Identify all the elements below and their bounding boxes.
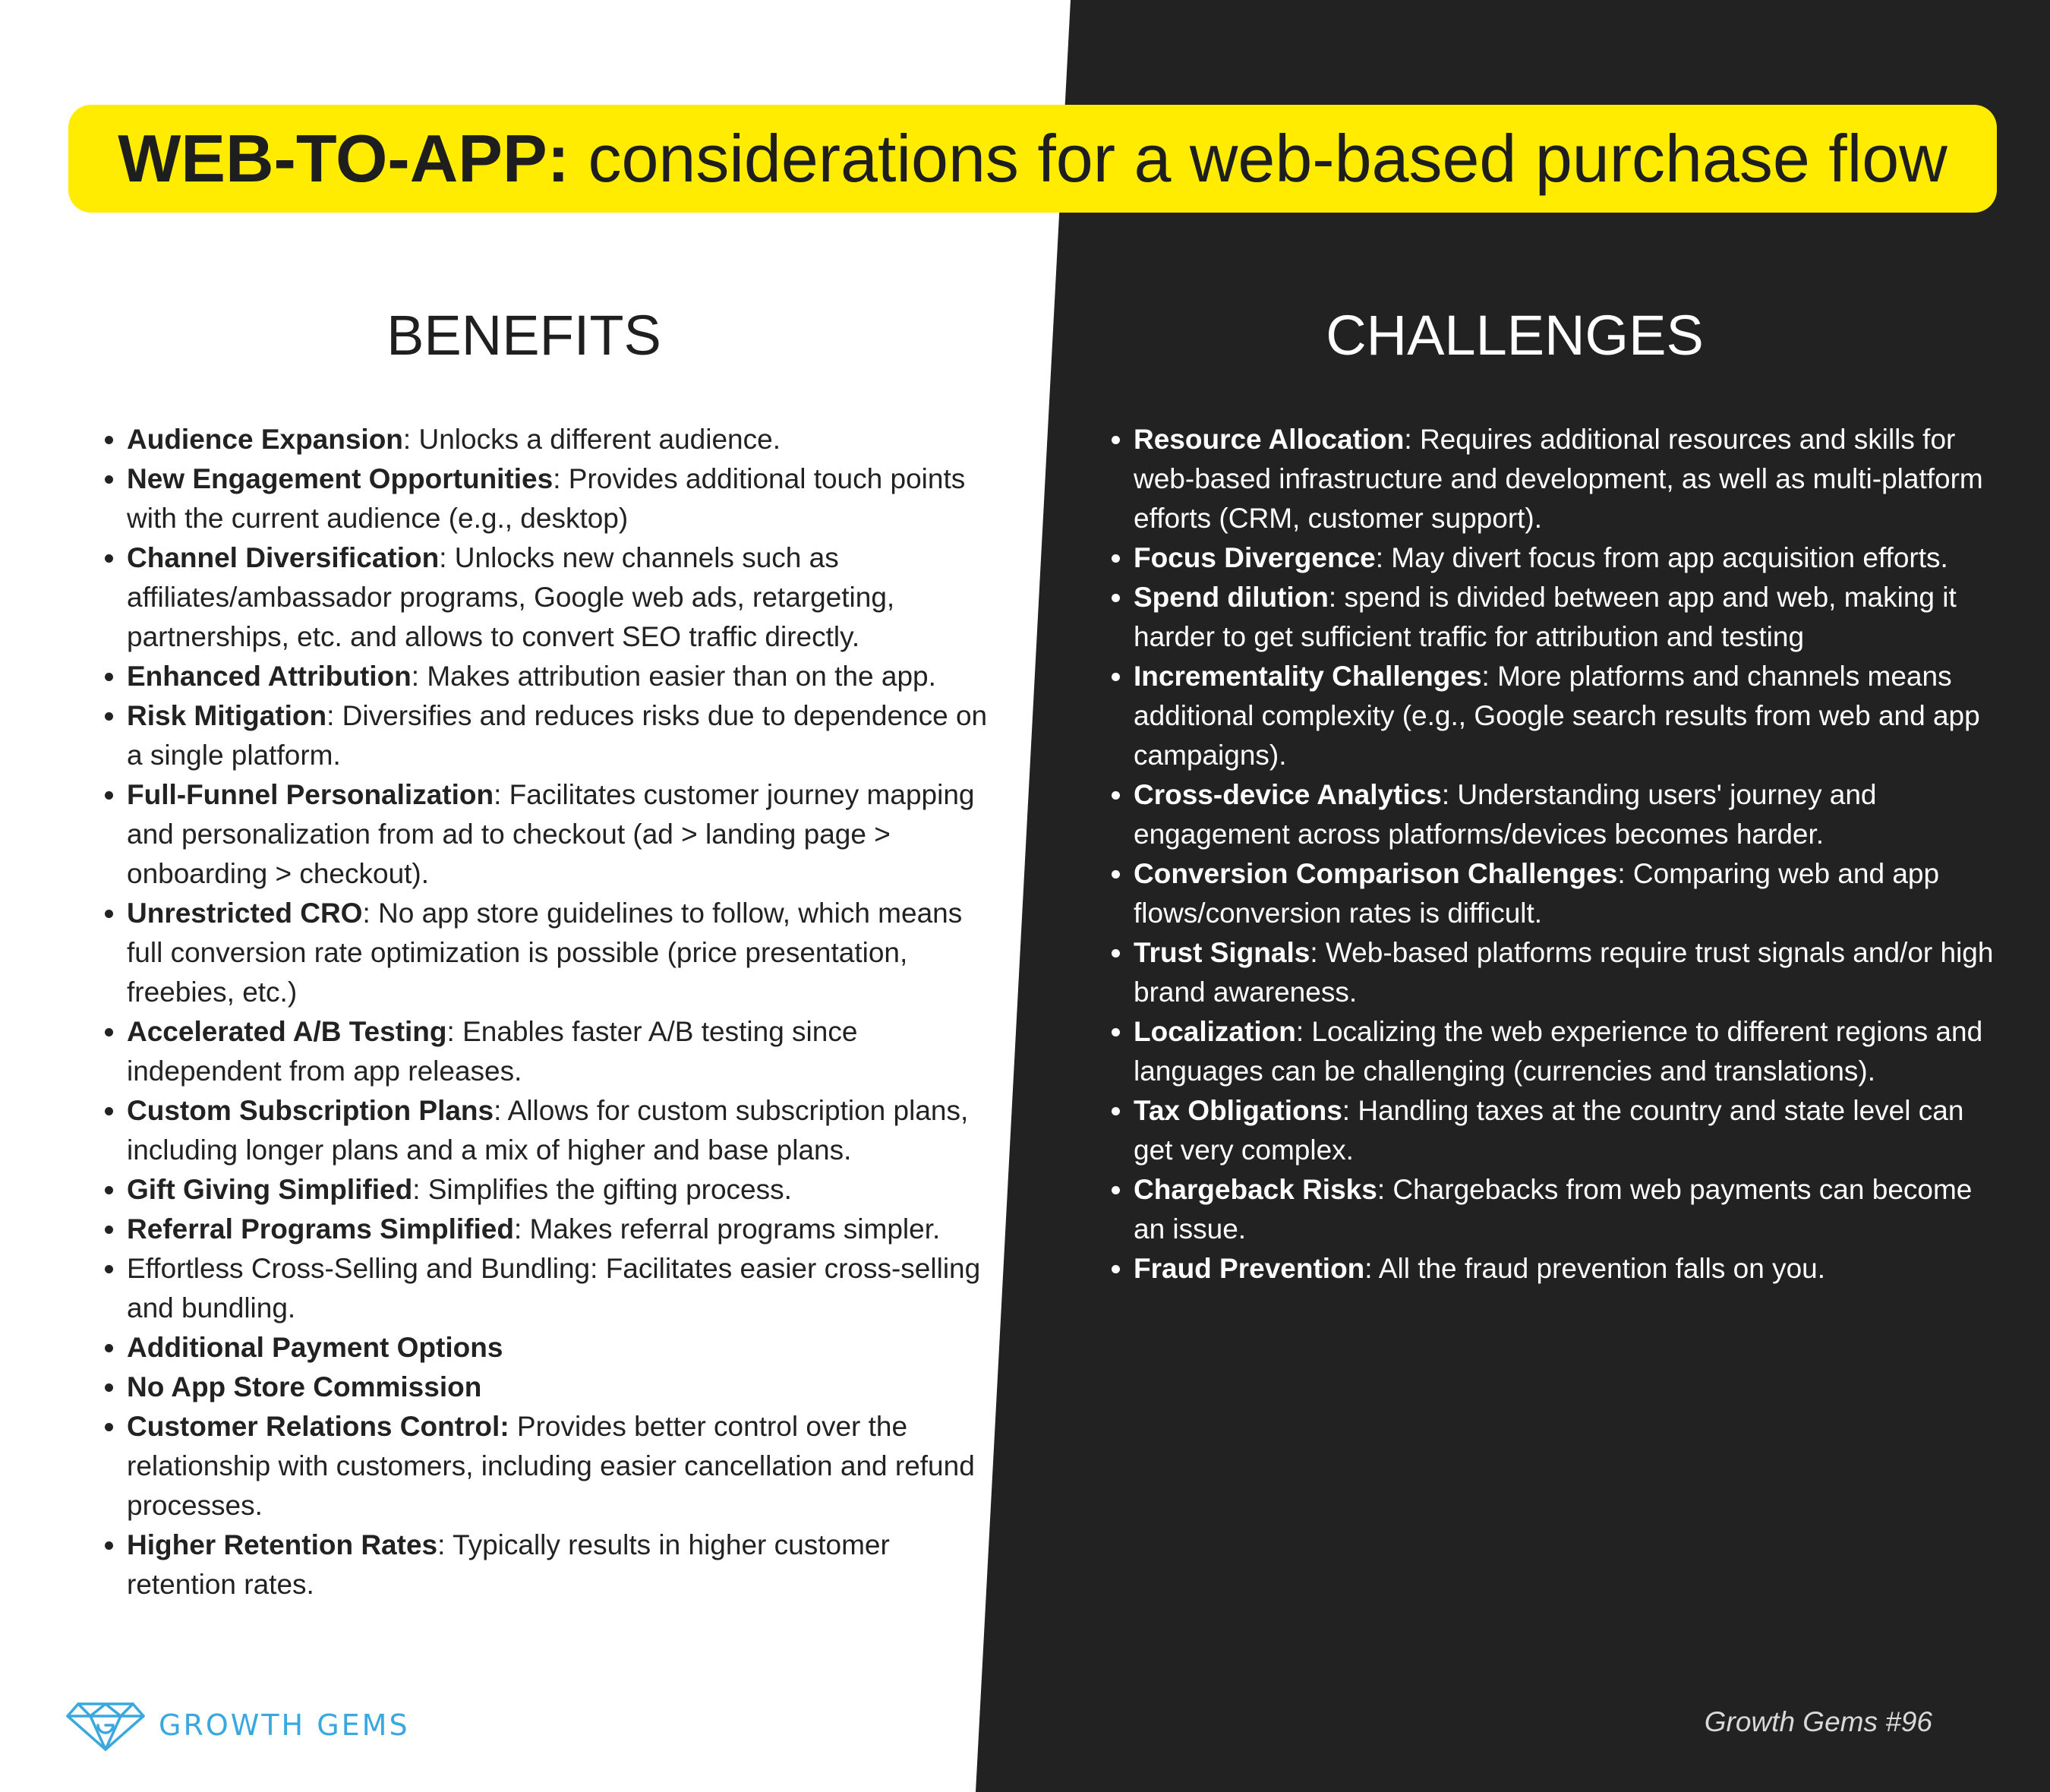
- challenge-term: Chargeback Risks: [1134, 1174, 1377, 1205]
- challenge-term: Cross-device Analytics: [1134, 779, 1442, 810]
- benefit-term: Custom Subscription Plans: [127, 1095, 494, 1126]
- benefit-term: Higher Retention Rates: [127, 1529, 438, 1560]
- benefit-term: Enhanced Attribution: [127, 661, 412, 692]
- brand-name: GROWTH GEMS: [159, 1708, 410, 1742]
- benefit-description: : No app store guidelines to follow, which means full conversion rate optimization is possible (price presentation, freebies, etc.): [127, 898, 963, 1008]
- challenge-item: [1134, 538, 1995, 578]
- benefit-term: Audience Expansion: [127, 424, 403, 455]
- challenges-list: [1106, 420, 1995, 1289]
- benefit-description: : Makes attribution easier than on the app.: [411, 661, 936, 692]
- challenge-description: : Requires additional resources and skills for web-based infrastructure and development, as well as multi-platform efforts (CRM, customer support).: [1134, 424, 1983, 534]
- challenge-item: [1134, 933, 1995, 1012]
- benefits-list: [99, 420, 996, 1604]
- benefit-description: : Typically results in higher customer retention rates.: [127, 1529, 890, 1600]
- benefit-item: [127, 1368, 996, 1407]
- benefit-term: Full-Funnel Personalization: [127, 779, 494, 810]
- benefit-item: [127, 696, 996, 775]
- challenge-term: Incrementality Challenges: [1134, 661, 1482, 692]
- challenge-item: [1134, 1012, 1995, 1091]
- challenge-item: [1134, 854, 1995, 933]
- benefit-description: : Makes referral programs simpler.: [513, 1213, 941, 1245]
- challenge-term: Spend dilution: [1134, 582, 1329, 613]
- challenge-term: Trust Signals: [1134, 937, 1310, 968]
- benefit-term: No App Store Commission: [127, 1371, 482, 1402]
- challenge-description: : spend is divided between app and web, making it harder to get sufficient traffic for attribution and testing: [1134, 582, 1957, 652]
- benefit-term: Unrestricted CRO: [127, 898, 363, 929]
- benefit-item: [127, 1249, 996, 1328]
- benefit-term: Risk Mitigation: [127, 700, 327, 731]
- challenge-term: Focus Divergence: [1134, 542, 1376, 573]
- challenge-description: : Chargebacks from web payments can become an issue.: [1134, 1174, 1973, 1245]
- benefit-term: Customer Relations Control:: [127, 1411, 509, 1442]
- challenge-description: : Understanding users' journey and engagement across platforms/devices becomes harder.: [1134, 779, 1877, 850]
- diamond-icon: [65, 1698, 147, 1753]
- challenge-description: : Web-based platforms require trust signals and/or high brand awareness.: [1134, 937, 1994, 1008]
- challenge-description: : Localizing the web experience to different regions and languages can be challenging (currencies and translations).: [1134, 1016, 1983, 1087]
- title-text: considerations for a web-based purchase flow: [588, 121, 1948, 196]
- title-banner: [68, 105, 1997, 213]
- challenge-term: Conversion Comparison Challenges: [1134, 858, 1618, 889]
- benefit-item: [127, 1407, 996, 1525]
- brand-logo: [65, 1698, 410, 1753]
- challenge-item: [1134, 1170, 1995, 1249]
- benefit-term: Gift Giving Simplified: [127, 1174, 413, 1205]
- title-keyword: WEB-TO-APP:: [118, 121, 569, 196]
- benefit-item: [127, 1091, 996, 1170]
- challenges-heading: CHALLENGES: [1326, 304, 1704, 367]
- benefit-item: [127, 538, 996, 657]
- benefit-item: [127, 657, 996, 696]
- benefit-term: Channel Diversification: [127, 542, 440, 573]
- benefit-description: : Allows for custom subscription plans, including longer plans and a mix of higher and base plans.: [127, 1095, 969, 1166]
- benefit-item: [127, 459, 996, 538]
- benefit-item: [127, 420, 996, 459]
- benefit-term: Referral Programs Simplified: [127, 1213, 514, 1245]
- challenge-item: [1134, 775, 1995, 854]
- benefit-item: [127, 1170, 996, 1210]
- benefit-description: : Provides additional touch points with the current audience (e.g., desktop): [127, 463, 966, 534]
- benefit-description: : Diversifies and reduces risks due to dependence on a single platform.: [127, 700, 988, 771]
- challenge-term: Tax Obligations: [1134, 1095, 1342, 1126]
- benefit-term: Additional Payment Options: [127, 1332, 503, 1363]
- challenge-item: [1134, 578, 1995, 657]
- benefit-item: [127, 894, 996, 1012]
- benefit-description: : Enables faster A/B testing since independent from app releases.: [127, 1016, 858, 1087]
- challenge-item: [1134, 420, 1995, 538]
- challenge-description: : Comparing web and app flows/conversion rates is difficult.: [1134, 858, 1940, 929]
- challenge-term: Resource Allocation: [1134, 424, 1405, 455]
- challenge-description: : May divert focus from app acquisition efforts.: [1375, 542, 1948, 573]
- challenge-description: : All the fraud prevention falls on you.: [1364, 1253, 1826, 1284]
- benefit-item: [127, 775, 996, 894]
- benefit-description: Provides better control over the relationship with customers, including easier cancellation and refund processes.: [127, 1411, 975, 1521]
- benefit-item: [127, 1525, 996, 1604]
- benefit-term: Accelerated A/B Testing: [127, 1016, 447, 1047]
- challenge-item: [1134, 1091, 1995, 1170]
- issue-label: Growth Gems #96: [1704, 1706, 1932, 1737]
- challenge-description: : Handling taxes at the country and state level can get very complex.: [1134, 1095, 1964, 1166]
- challenge-term: Localization: [1134, 1016, 1296, 1047]
- challenge-description: : More platforms and channels means additional complexity (e.g., Google search results from web and app campaigns).: [1134, 661, 1980, 771]
- benefit-term: New Engagement Opportunities: [127, 463, 554, 494]
- challenge-item: [1134, 657, 1995, 775]
- benefit-description: : Simplifies the gifting process.: [412, 1174, 792, 1205]
- benefits-heading: BENEFITS: [386, 304, 661, 367]
- benefit-item: [127, 1012, 996, 1091]
- benefit-item: [127, 1328, 996, 1368]
- benefit-description: Effortless Cross-Selling and Bundling: Facilitates easier cross-selling and bundling.: [127, 1253, 981, 1323]
- challenge-term: Fraud Prevention: [1134, 1253, 1365, 1284]
- benefit-description: : Facilitates customer journey mapping and personalization from ad to checkout (ad > landing page > onboarding > checkout).: [127, 779, 975, 889]
- benefit-description: : Unlocks new channels such as affiliates/ambassador programs, Google web ads, retargeting, partnerships, etc. and allows to convert SEO traffic directly.: [127, 542, 895, 652]
- benefit-description: : Unlocks a different audience.: [402, 424, 781, 455]
- challenge-item: [1134, 1249, 1995, 1289]
- benefit-item: [127, 1210, 996, 1249]
